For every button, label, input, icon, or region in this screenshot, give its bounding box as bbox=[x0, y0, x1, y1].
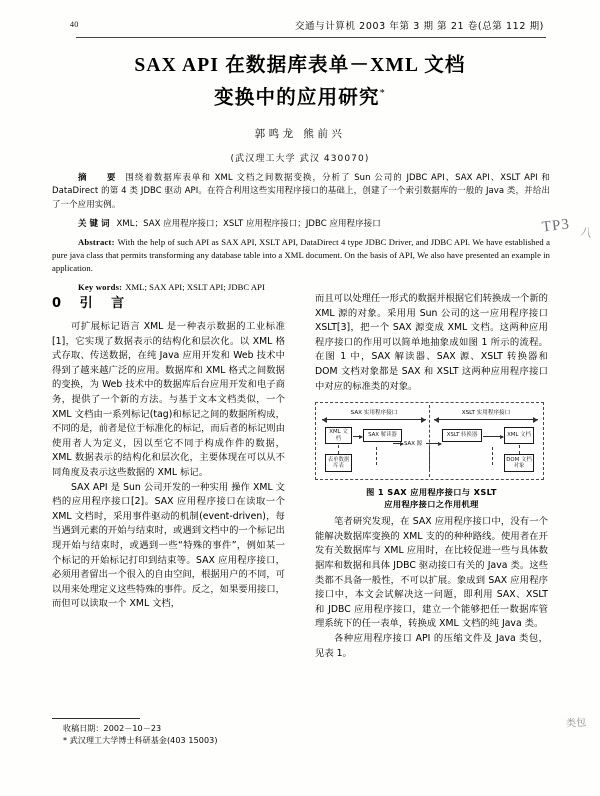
figure-span-label-sax: SAX 实用程序接口 bbox=[350, 410, 398, 417]
figure-node-db-table: 表单数据库表 bbox=[325, 454, 352, 472]
paper-title-line-1: SAX API 在数据库表单－XML 文档 bbox=[134, 55, 466, 76]
journal-issue-info: 交通与计算机 2003 年第 3 期 第 21 卷(总第 112 期) bbox=[294, 21, 544, 32]
figure-span-arrow-xslt bbox=[434, 419, 538, 420]
figure-1-diagram bbox=[315, 402, 544, 480]
figure-span-label-xslt: XSLT 实用程序接口 bbox=[461, 410, 511, 417]
figure-1 bbox=[315, 402, 548, 510]
author-list: 郭鸣龙 熊前兴 bbox=[254, 127, 346, 140]
figure-node-xml-output: XML 文档 bbox=[504, 427, 534, 444]
title-block bbox=[46, 52, 554, 164]
left-paragraph-1: 可扩展标记语言 XML 是一种表示数据的工业标准[1]，它实现了数据表示的结构化和层次化。以 XML 格式存取、传送数据，在纯 Java 应用开发和 Web 技术中得到了越来越广泛的应用。数据库和 XML 格式之间数据的变换，为 Web 技术中的数据库后台应用开发和电子商务，提供了一个新的方法。与基于文本文档类似，一个 XML 文档由一系列标记(tag)和标记之间的数据所构成，不同的是，前者是位于标准化的标记，而后者的标记则由使用者人为定义，因以至它不同于构成作件的数据，XML 数据表示的结构化和层次化，主要体现在可以从不同角度及表示这些数据的 XML 标记。 bbox=[52, 321, 285, 478]
abstract-cn-text: 围绕着数据库表单和 XML 文档之间数据变换，分析了 Sun 公司的 JDBC API、SAX API、XSLT API 和 DataDirect 的第 4 类 JDBC 驱动 API。在符合利用这些实用程序接口的基础上，创建了一个索引数据库的一般的 Java 类，并给出了一个应用实例。 bbox=[52, 173, 550, 210]
abstract-en bbox=[52, 236, 550, 276]
handwritten-mark-bottom: 类包 bbox=[565, 717, 587, 730]
figure-1-caption-line-1: 图 1 SAX 应用程序接口与 XSLT bbox=[366, 487, 497, 498]
paper-title-line-2 bbox=[46, 80, 554, 113]
author-affiliation: (武汉理工大学 武汉 430070) bbox=[230, 153, 370, 164]
keywords-cn bbox=[52, 218, 550, 231]
left-paragraph-2: SAX API 是 Sun 公司开发的一种实用 操作 XML 文档的应用程序接口[2]。SAX 应用程序接口在读取一个 XML 文档时，采用事件驱动的机制(event-driven)，每当遇到元素的开始与结束时，或遇到文档中的一个标记出现开始与结束时，或遇到一些“特殊的事件”，例如某一个标记的开始标记打印到结束等。SAX 应用程序接口，必须用者留出一个很入的自由空间，根据用户的不同，可以用来处理定义这些特殊的事件。反之，如果要用接口，而但可以读取一个 XML 文档， bbox=[52, 481, 285, 610]
figure-connector-parser-to-source bbox=[393, 443, 403, 444]
footnote-received-date: 收稿日期：2002－10－23 bbox=[63, 724, 162, 733]
abstract-en-text: With the help of such API as SAX API, XSLT API, DataDirect 4 type JDBC Driver, and JDBC API. We have established a pure java class that permits transforming any database table into a XML document. On the basis of API, We also have presented an example in application. bbox=[52, 236, 550, 274]
figure-node-dom-document: DOM 文档对象 bbox=[504, 454, 534, 472]
footnote-block bbox=[52, 718, 292, 746]
right-paragraph-2: 笔者研究发现，在 SAX 应用程序接口中，没有一个能解决数据库变换的 XML 支的的种种路线。使用者在开发有关数据库与 XML 应用时，在比较促进一些与具体数据库和数据和具体 JDBC 驱动接口有关的 Java 类。这些类都不具备一般性，不可以扩展。象成到 SAX 应用程序接口中，本文会试解决这一问题，即利用 SAX、XSLT 和 JDBC 应用程序接口，建立一个能够把任一数据库管理系统下的任一表单，转换成 XML 文档的纯 Java 类。 bbox=[315, 516, 548, 630]
figure-1-caption-line-2: 应用程序接口之作用机理 bbox=[384, 499, 479, 510]
figure-dotted-xslt bbox=[492, 447, 493, 465]
abstract-cn bbox=[52, 172, 550, 212]
footnote-funding: * 武汉理工大学博士科研基金(403 15003) bbox=[63, 735, 218, 745]
figure-1-caption bbox=[315, 486, 548, 510]
figure-span-arrow-sax bbox=[322, 419, 426, 420]
figure-connector-source-to-xslt bbox=[426, 443, 441, 444]
figure-node-xslt-transformer: XSLT 转换器 bbox=[442, 429, 482, 442]
figure-dotted-center bbox=[429, 447, 430, 469]
figure-dotted-right bbox=[519, 445, 520, 454]
handwritten-mark-secondary: 八 bbox=[579, 225, 593, 240]
section-heading-intro: 0 引 言 bbox=[52, 296, 132, 311]
footnote-rule bbox=[52, 718, 140, 719]
figure-node-xml-doc: XML 文档 bbox=[325, 427, 352, 444]
right-paragraph-3: 各种应用程序接口 API 的压缩文件及 Java 类包，见表 1。 bbox=[315, 632, 548, 659]
paper-title-line-2-text: 变换中的应用研究 bbox=[214, 87, 380, 109]
figure-connector-doc-to-parser bbox=[353, 436, 362, 437]
keywords-cn-text: XML；SAX 应用程序接口；XSLT 应用程序接口；JDBC 应用程序接口 bbox=[116, 219, 381, 230]
figure-dotted-left bbox=[338, 445, 339, 454]
keywords-cn-label: 关键词 bbox=[78, 219, 113, 230]
abstract-cn-label: 摘 要 bbox=[78, 173, 122, 183]
keywords-en-label: Key words: bbox=[78, 281, 123, 292]
keywords-en-text: XML; SAX API; XSLT API; JDBC API bbox=[125, 281, 265, 292]
right-paragraph-1: 而且可以处理任一形式的数据并根据它们转换成一个新的 XML 源的对象。采用用 Sun 公司的这一应用程序接口 XSLT[3]，把一个 SAX 源变成 XML 文档。这两种应用程序接口的作用可以简单地抽象成如图 1 所示的流程。在图 1 中，SAX 解读器、SAX 源、XSLT 转换器和 DOM 文档对象都是 SAX 和 XSLT 这两种应用程序接口中对应的标准类的对象。 bbox=[315, 293, 548, 392]
right-column bbox=[315, 292, 548, 661]
abstract-zone bbox=[52, 172, 550, 294]
left-column bbox=[52, 292, 285, 612]
handwritten-classification-mark: TP3 bbox=[541, 216, 571, 236]
figure-node-sax-parser: SAX 解读器 bbox=[363, 429, 402, 442]
figure-connector-xslt-to-output bbox=[483, 436, 503, 437]
header-rule bbox=[76, 37, 546, 38]
running-head bbox=[46, 18, 554, 38]
abstract-en-label: Abstract: bbox=[78, 236, 115, 247]
figure-node-sax-source: SAX 源 bbox=[404, 441, 423, 448]
figure-dotted-parser bbox=[376, 447, 377, 465]
title-footnote-marker: * bbox=[379, 88, 386, 99]
page-number: 40 bbox=[70, 20, 79, 29]
body-columns bbox=[52, 292, 548, 712]
